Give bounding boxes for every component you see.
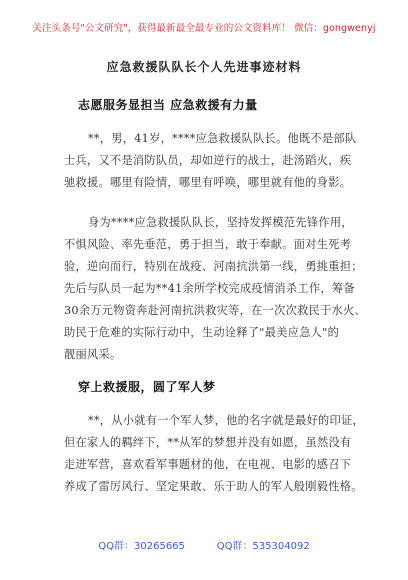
- paragraph-line: 验，逆向而行，特别在战疫、河南抗洪第一线，勇挑重担；: [64, 260, 363, 273]
- paragraph-1: [64, 128, 357, 194]
- header-notice: 关注头条号"公文研究"，获得最新最全最专业的公文资料库！ 微信：gongwenyj: [32, 23, 376, 34]
- paragraph-line: 30余万元物资奔赴河南抗洪救灾等，在一次次救民于水火、: [64, 304, 367, 317]
- paragraph-line: 身为****应急救援队队长，坚持发挥模范先锋作用，: [88, 216, 353, 229]
- document-title: 应急救援队队长个人先进事迹材料: [106, 60, 302, 74]
- paragraph-line: 驰救援。哪里有险情，哪里有呼唤，哪里就有他的身影。: [64, 176, 352, 189]
- section-heading-1: 志愿服务显担当 应急救援有力量: [78, 98, 258, 112]
- section-heading-2: 穿上救援服，圆了军人梦: [78, 380, 216, 394]
- paragraph-line: 士兵，又不是消防队员，却如逆行的战士，赴汤蹈火，疾: [64, 154, 352, 167]
- paragraph-line: **，男，41岁，****应急救援队队长。他既不是部队: [88, 132, 357, 145]
- paragraph-2: [64, 212, 367, 366]
- paragraph-line: 助民于危难的实际行动中，生动诠释了"最美应急人"的: [64, 326, 340, 339]
- paragraph-3: [64, 410, 365, 498]
- paragraph-line: 养成了雷厉风行、坚定果敢、乐于助人的军人般刚毅性格。: [64, 480, 363, 493]
- paragraph-line: 先后与队员一起为**41余所学校完成疫情消杀工作，筹备: [64, 282, 355, 295]
- paragraph-line: 靓丽风采。: [64, 348, 122, 361]
- paragraph-line: 不惧风险、率先垂范，勇于担当，敢于奉献。面对生死考: [64, 238, 352, 251]
- footer-contact: QQ群：30265665 QQ群：535304092: [98, 541, 310, 552]
- paragraph-line: 走进军营，喜欢看军事题材的他，在电视、电影的感召下: [64, 458, 352, 471]
- paragraph-line: **，从小就有一个军人梦，他的名字就是最好的印证，: [88, 414, 365, 427]
- paragraph-line: 但在家人的羁绊下，**从军的梦想并没有如愿，虽然没有: [64, 436, 352, 449]
